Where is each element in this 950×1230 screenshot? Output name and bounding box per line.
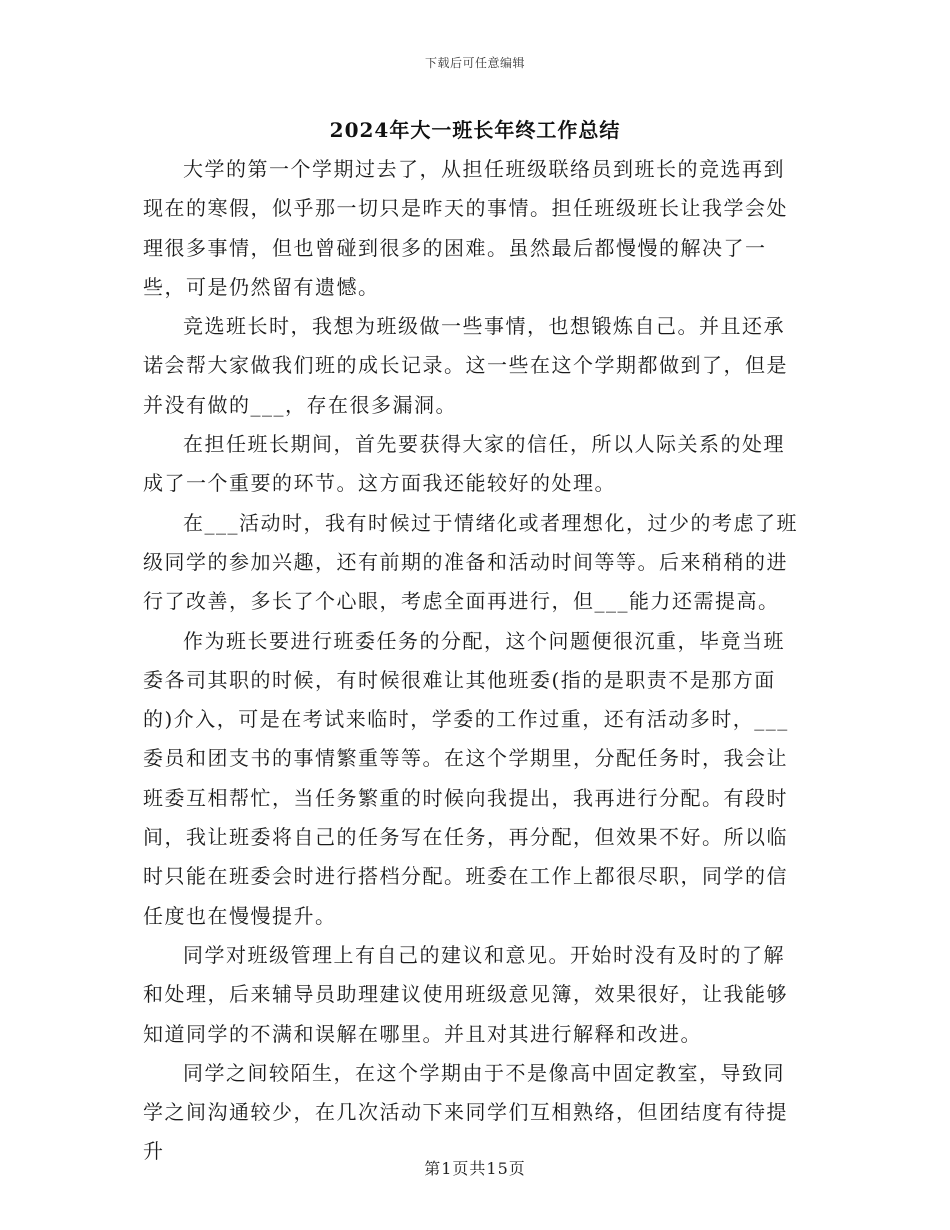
- page-number-footer: 第1页共15页: [424, 1159, 526, 1178]
- paragraph: 作为班长要进行班委任务的分配，这个问题便很沉重，毕竟当班委各司其职的时候，有时候很难让其他班委(指的是职责不是那方面的)介入，可是在考试来临时，学委的工作过重，还有活动多时，___委员和团支书的事情繁重等等。在这个学期里，分配任务时，我会让班委互相帮忙，当任务繁重的时候向我提出，我再进行分配。有段时间，我让班委将自己的任务写在任务，再分配，但效果不好。所以临时只能在班委会时进行搭档分配。班委在工作上都很尽职，同学的信任度也在慢慢提升。: [143, 628, 789, 928]
- document-body: [143, 150, 803, 1172]
- paragraph: 在___活动时，我有时候过于情绪化或者理想化，过少的考虑了班级同学的参加兴趣，还有前期的准备和活动时间等等。后来稍稍的进行了改善，多长了个心眼，考虑全面再进行，但___能力还需提高。: [143, 510, 798, 614]
- paragraph: 同学对班级管理上有自己的建议和意见。开始时没有及时的了解和处理，后来辅导员助理建议使用班级意见簿，效果很好，让我能够知道同学的不满和误解在哪里。并且对其进行解释和改进。: [143, 942, 788, 1046]
- header-note: 下载后可任意编辑: [424, 56, 525, 70]
- paragraph: 竞选班长时，我想为班级做一些事情，也想锻炼自己。并且还承诺会帮大家做我们班的成长记录。这一些在这个学期都做到了，但是并没有做的___，存在很多漏洞。: [143, 314, 788, 417]
- document-title: 2024年大一班长年终工作总结: [329, 118, 621, 142]
- paragraph: 大学的第一个学期过去了，从担任班级联络员到班长的竞选再到现在的寒假，似乎那一切只是昨天的事情。担任班级班长让我学会处理很多事情，但也曾碰到很多的困难。虽然最后都慢慢的解决了一些，可是仍然留有遗憾。: [143, 157, 788, 299]
- paragraph: 同学之间较陌生，在这个学期由于不是像高中固定教室，导致同学之间沟通较少，在几次活动下来同学们互相熟络，但团结度有待提升: [143, 1060, 788, 1164]
- paragraph: 在担任班长期间，首先要获得大家的信任，所以人际关系的处理成了一个重要的环节。这方面我还能较好的处理。: [143, 432, 785, 496]
